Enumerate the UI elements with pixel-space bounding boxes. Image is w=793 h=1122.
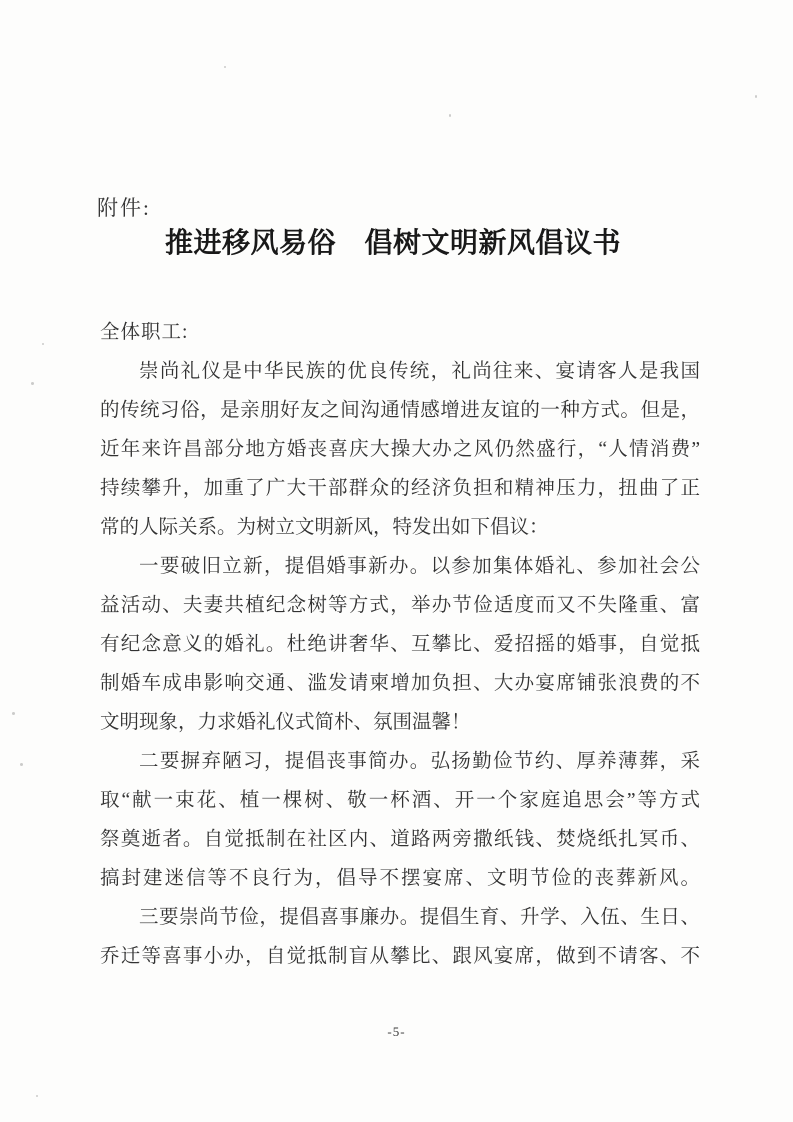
page-number: -5- bbox=[387, 1024, 406, 1039]
body-line: 二要摒弃陋习，提倡丧事简办。弘扬勤俭节约、厚养薄葬，采 bbox=[139, 751, 700, 772]
attachment-label: 附件: bbox=[97, 196, 151, 220]
scan-speck bbox=[12, 712, 15, 715]
body-line: 祭奠逝者。自觉抵制在社区内、道路两旁撒纸钱、焚烧纸扎冥币、 bbox=[100, 829, 700, 850]
body-line: 近年来许昌部分地方婚丧喜庆大操大办之风仍然盛行，“人情消费” bbox=[100, 439, 700, 460]
scan-speck bbox=[755, 95, 757, 98]
body-line: 崇尚礼仪是中华民族的优良传统，礼尚往来、宴请客人是我国 bbox=[139, 361, 700, 382]
body-line: 文明现象，力求婚礼仪式简朴、氛围温馨！ bbox=[100, 712, 471, 733]
body-line: 制婚车成串影响交通、滥发请柬增加负担、大办宴席铺张浪费的不 bbox=[100, 673, 700, 694]
body-line: 取“献一束花、植一棵树、敬一杯酒、开一个家庭追思会”等方式 bbox=[100, 790, 700, 811]
body-line: 乔迁等喜事小办，自觉抵制盲从攀比、跟风宴席，做到不请客、不 bbox=[100, 946, 700, 967]
scan-speck bbox=[20, 763, 23, 766]
scan-speck bbox=[31, 382, 34, 385]
salutation: 全体职工: bbox=[100, 322, 189, 343]
body-line: 一要破旧立新，提倡婚事新办。以参加集体婚礼、参加社会公 bbox=[139, 556, 700, 577]
body-line: 的传统习俗，是亲朋好友之间沟通情感增进友谊的一种方式。但是， bbox=[100, 400, 700, 421]
scan-speck bbox=[42, 343, 44, 345]
body-line: 有纪念意义的婚礼。杜绝讲奢华、互攀比、爱招摇的婚事，自觉抵 bbox=[100, 634, 700, 655]
body-line: 三要崇尚节俭，提倡喜事廉办。提倡生育、升学、入伍、生日、 bbox=[139, 907, 700, 928]
document-title: 推进移风易俗 倡树文明新风倡议书 bbox=[165, 228, 622, 259]
document-body bbox=[100, 313, 700, 976]
body-line: 常的人际关系。为树立文明新风，特发出如下倡议： bbox=[100, 517, 549, 538]
body-line: 持续攀升，加重了广大干部群众的经济负担和精神压力，扭曲了正 bbox=[100, 478, 700, 499]
scan-speck bbox=[449, 114, 451, 117]
body-line: 益活动、夫妻共植纪念树等方式，举办节俭适度而又不失隆重、富 bbox=[100, 595, 700, 616]
scan-speck bbox=[224, 66, 226, 68]
scan-speck bbox=[36, 1095, 38, 1097]
body-line: 搞封建迷信等不良行为，倡导不摆宴席、文明节俭的丧葬新风。 bbox=[100, 868, 700, 889]
